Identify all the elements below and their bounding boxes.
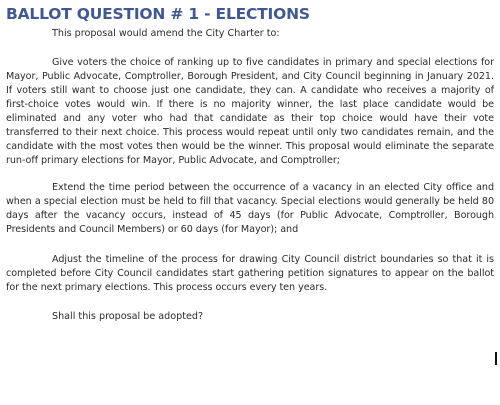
ballot-heading: BALLOT QUESTION # 1 - ELECTIONS bbox=[6, 5, 310, 23]
paragraph-ranked-choice: Give voters the choice of ranking up to five candidates in primary and special elections for Mayor, Public Advocate, Comptroller, Borough President, and City Council beginning in January 2021. If voters still want to choose just one candidate, they can. A candidate who receives a majority of first-choice votes would win. If there is no majority winner, the last place candidate would be eliminated and any voter who had that candidate as their top choice would have their vote transferred to their next choice. This process would repeat until only two candidates remain, and the candidate with the most votes then would be the winner. This proposal would eliminate the separate run-off primary elections for Mayor, Public Advocate, and Comptroller; bbox=[6, 57, 494, 166]
intro-text: This proposal would amend the City Charter to: bbox=[52, 28, 280, 39]
paragraph-special-elections: Extend the time period between the occurrence of a vacancy in an elected City office and when a special election must be held to fill that vacancy. Special elections would generally be held 80 days after the vacancy occurs, instead of 45 days (for Public Advocate, Comptroller, Borough Presidents and Council Members) or 60 days (for Mayor); and bbox=[6, 182, 494, 235]
ballot-question: Shall this proposal be adopted? bbox=[52, 311, 204, 322]
ballot-document bbox=[6, 0, 494, 324]
paragraph-redistricting: Adjust the timeline of the process for drawing City Council district boundaries so that it is completed before City Council candidates start gathering petition signatures to appear on the ballot for the next primary elections. This process occurs every ten years. bbox=[6, 254, 494, 293]
text-cursor-icon bbox=[495, 352, 497, 365]
